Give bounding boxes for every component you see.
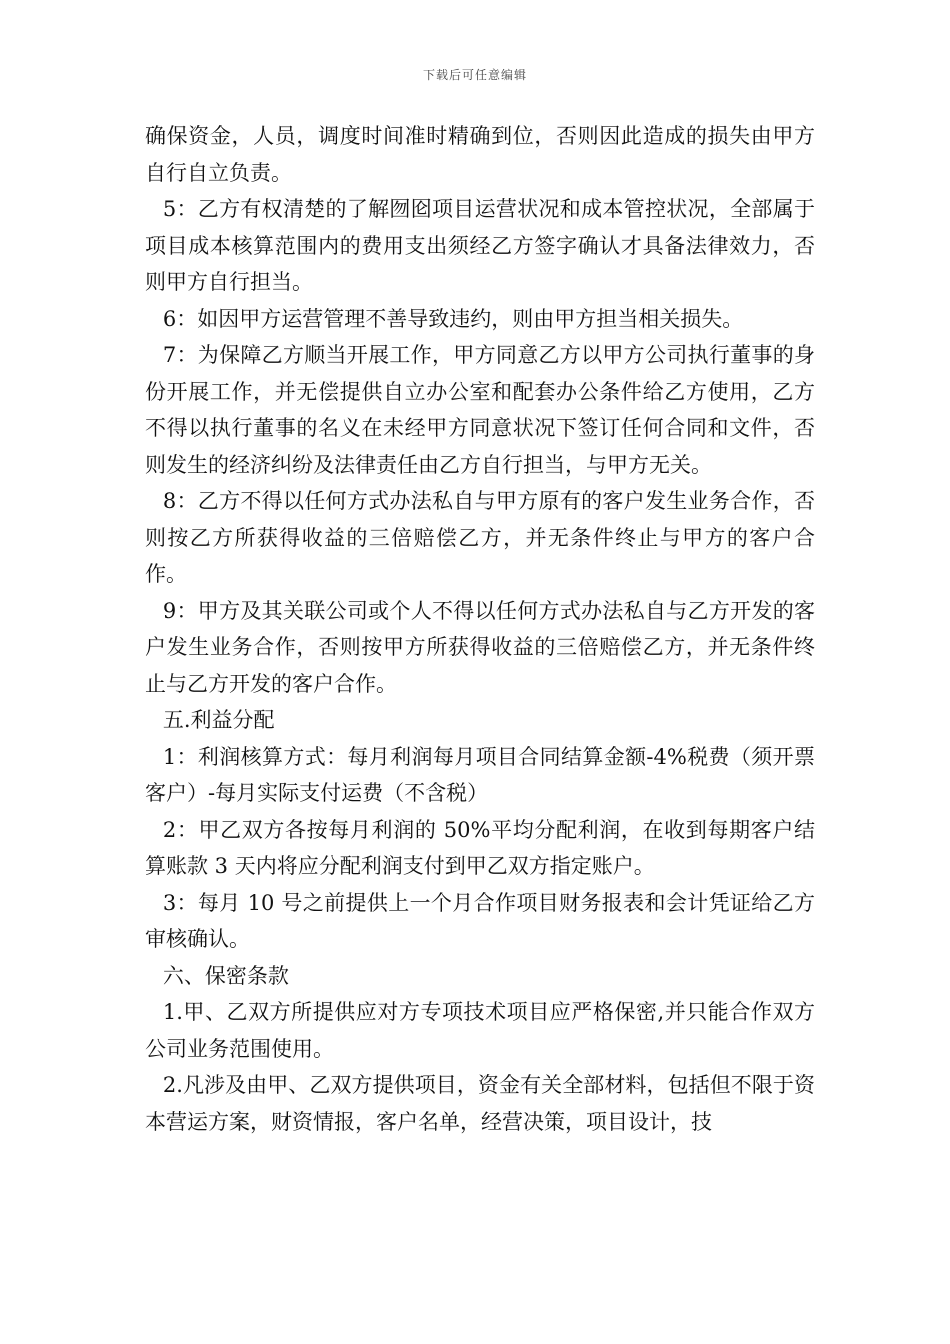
- document-body: [145, 118, 815, 1140]
- paragraph-clause-6: 6：如因甲方运营管理不善导致违约，则由甲方担当相关损失。: [162, 306, 744, 331]
- paragraph-clause-8: 8：乙方不得以任何方式办法私自与甲方原有的客户发生业务合作，否则按乙方所获得收益的三倍赔偿乙方，并无条件终止与甲方的客户合作。: [145, 489, 815, 586]
- paragraph-profit-2: 2：甲乙双方各按每月利润的 50%平均分配利润，在收到每期客户结算账款 3 天内将应分配利润支付到甲乙双方指定账户。: [145, 817, 815, 878]
- paragraph-profit-1: 1：利润核算方式：每月利润每月项目合同结算金额-4%税费（须开票客户）-每月实际支付运费（不含税）: [145, 744, 815, 805]
- paragraph-clause-5: 5：乙方有权清楚的了解囫囵项目运营状况和成本管控状况，全部属于项目成本核算范围内的费用支出须经乙方签字确认才具备法律效力，否则甲方自行担当。: [145, 197, 815, 294]
- paragraph-confidentiality-2: 2.凡涉及由甲、乙双方提供项目，资金有关全部材料，包括但不限于资本营运方案，财资情报，客户名单，经营决策，项目设计，技: [145, 1073, 815, 1134]
- paragraph-confidentiality-1: 1.甲、乙双方所提供应对方专项技术项目应严格保密,并只能合作双方公司业务范围使用。: [145, 1000, 815, 1061]
- paragraph-profit-3: 3：每月 10 号之前提供上一个月合作项目财务报表和会计凭证给乙方审核确认。: [145, 890, 815, 951]
- section-heading-confidentiality: 六、保密条款: [162, 963, 289, 988]
- paragraph-continuation: 确保资金，人员，调度时间准时精确到位，否则因此造成的损失由甲方自行自立负责。: [145, 124, 815, 185]
- paragraph-clause-9: 9：甲方及其关联公司或个人不得以任何方式办法私自与乙方开发的客户发生业务合作，否则按甲方所获得收益的三倍赔偿乙方，并无条件终止与乙方开发的客户合作。: [145, 598, 815, 696]
- page-header-note: 下载后可任意编辑: [422, 68, 527, 82]
- paragraph-clause-7: 7：为保障乙方顺当开展工作，甲方同意乙方以甲方公司执行董事的身份开展工作，并无偿提供自立办公室和配套办公条件给乙方使用，乙方不得以执行董事的名义在未经甲方同意状况下签订任何合同和文件，否则发生的经济纠纷及法律责任由乙方自行担当，与甲方无关。: [145, 343, 815, 477]
- section-heading-profit: 五.利益分配: [162, 708, 275, 732]
